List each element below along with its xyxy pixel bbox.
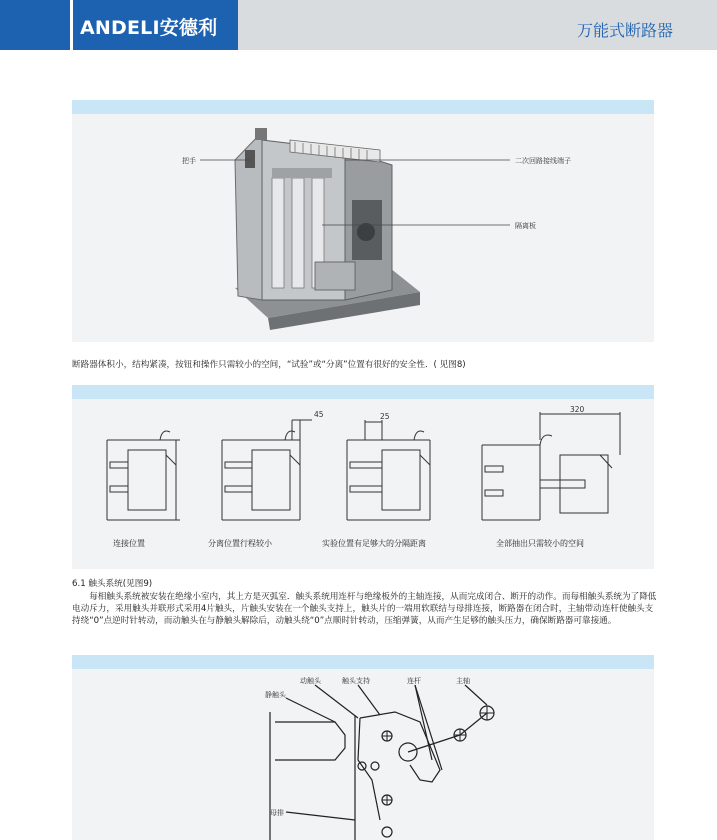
caption-separated: 分离位置行程较小	[208, 539, 272, 548]
label-moving-contact: 动触头	[300, 677, 321, 685]
label-barrier: 隔离板	[515, 222, 536, 230]
label-main-shaft: 主轴	[456, 677, 470, 685]
caption-test: 实验位置有足够大的分隔距离	[322, 539, 426, 548]
label-handle: 把手	[182, 157, 196, 165]
label-terminal: 二次回路接线端子	[515, 157, 571, 165]
section-paragraph: 每相触头系统被安装在绝缘小室内，其上方是灭弧室．触头系统用连杆与绝缘板外的主轴连接，从而完成闭合、断开的动作。而每相触头系统为了降低电动斥力，采用触头并联形式采用4片触头，片触头安装在一个触头支持上，触头片的一端用软联结与母排连接，断路器在闭合时，主轴带动连杆使触头支持绕“0”点逆时针转动，而动触头在与静触头解除后，动触头绕“0”点顺时针转动，压缩弹簧，从而产生足够的触头压力，确保断路器可靠接通。	[72, 592, 657, 626]
caption-connected: 连接位置	[113, 539, 145, 548]
label-busbar: 母排	[270, 809, 284, 817]
brand-logo: ANDELI安德利	[80, 17, 218, 39]
dim-320: 320	[570, 405, 585, 414]
paragraph-compact: 断路器体积小，结构紧凑，按钮和操作只需较小的空间，“试验”或“分离”位置有很好的安全性．( 见图8)	[72, 360, 466, 370]
label-contact-support: 触头支持	[342, 677, 370, 685]
dim-45: 45	[314, 410, 324, 419]
section-heading: 6.1 触头系统(见图9)	[72, 579, 153, 589]
label-link-rod: 连杆	[407, 677, 421, 685]
product-title: 万能式断路器	[576, 21, 673, 40]
dim-25: 25	[380, 412, 390, 421]
label-static-contact: 静触头	[265, 691, 286, 699]
caption-withdrawn: 全部抽出只需较小的空间	[496, 539, 584, 548]
